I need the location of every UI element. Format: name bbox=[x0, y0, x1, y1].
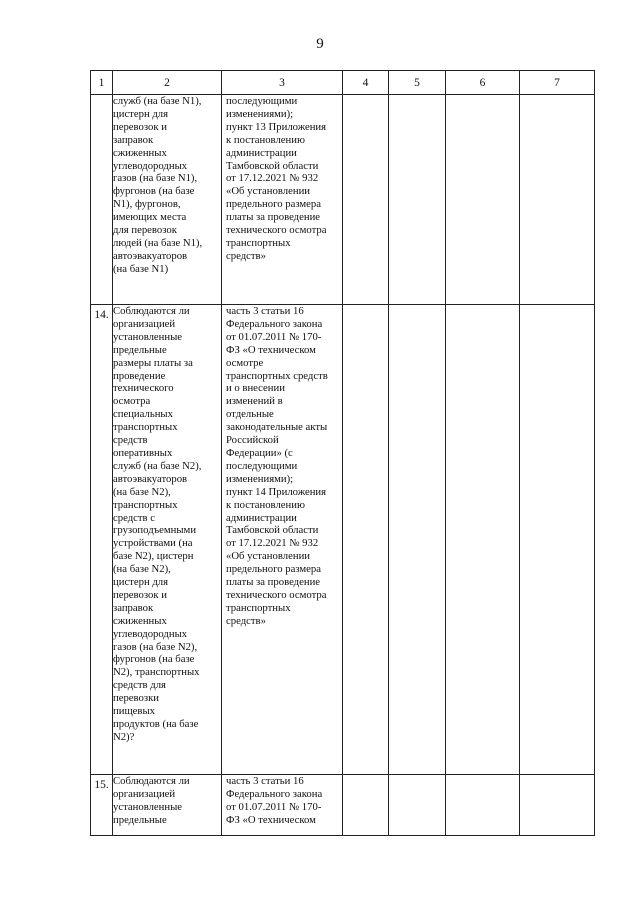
table-row bbox=[91, 95, 595, 305]
column-header: 4 bbox=[343, 71, 389, 95]
empty-cell bbox=[446, 305, 520, 775]
empty-cell bbox=[389, 95, 446, 305]
column-header: 6 bbox=[446, 71, 520, 95]
row-number: 15. bbox=[91, 775, 113, 836]
row-number: 14. bbox=[91, 305, 113, 775]
question-cell: служб (на базе N1), цистерн для перевозок и заправок сжиженных углеводородных газов (на базе N1), фургонов (на базе N1), фургонов, имеющих места для перевозок людей (на базе N1), автоэвакуаторов (на базе N1) bbox=[113, 95, 222, 305]
empty-cell bbox=[446, 775, 520, 836]
checklist-table bbox=[90, 70, 595, 836]
empty-cell bbox=[389, 305, 446, 775]
page-number: 9 bbox=[316, 36, 324, 52]
row-number bbox=[91, 95, 113, 305]
table-row bbox=[91, 775, 595, 836]
empty-cell bbox=[343, 95, 389, 305]
question-cell: Соблюдаются ли организацией установленные предельные bbox=[113, 775, 222, 836]
column-header: 1 bbox=[91, 71, 113, 95]
reference-cell: последующими изменениями); пункт 13 Приложения к постановлению администрации Тамбовской области от 17.12.2021 № 932 «Об установлении предельного размера платы за проведение технического осмотра транспортных средств» bbox=[222, 95, 343, 305]
table-row bbox=[91, 305, 595, 775]
empty-cell bbox=[389, 775, 446, 836]
empty-cell bbox=[343, 305, 389, 775]
empty-cell bbox=[446, 95, 520, 305]
column-header: 7 bbox=[520, 71, 595, 95]
empty-cell bbox=[520, 95, 595, 305]
column-header: 5 bbox=[389, 71, 446, 95]
empty-cell bbox=[520, 775, 595, 836]
empty-cell bbox=[343, 775, 389, 836]
reference-cell: часть 3 статьи 16 Федерального закона от 01.07.2011 № 170- ФЗ «О техническом bbox=[222, 775, 343, 836]
empty-cell bbox=[520, 305, 595, 775]
column-header: 3 bbox=[222, 71, 343, 95]
table-header-row bbox=[91, 71, 595, 95]
question-cell: Соблюдаются ли организацией установленные предельные размеры платы за проведение технического осмотра специальных транспортных средств оперативных служб (на базе N2), автоэвакуаторов (на базе N2), транспортных средств с грузоподъемными устройствами (на базе N2), цистерн (на базе N2), цистерн для перевозок и заправок сжиженных углеводородных газов (на базе N2), фургонов (на базе N2), транспортных средств для перевозки пищевых продуктов (на базе N2)? bbox=[113, 305, 222, 775]
reference-cell: часть 3 статьи 16 Федерального закона от 01.07.2011 № 170- ФЗ «О техническом осмотре транспортных средств и о внесении изменений в отдельные законодательные акты Российской Федерации» (с последующими изменениями); пункт 14 Приложения к постановлению администрации Тамбовской области от 17.12.2021 № 932 «Об установлении предельного размера платы за проведение технического осмотра транспортных средств» bbox=[222, 305, 343, 775]
column-header: 2 bbox=[113, 71, 222, 95]
